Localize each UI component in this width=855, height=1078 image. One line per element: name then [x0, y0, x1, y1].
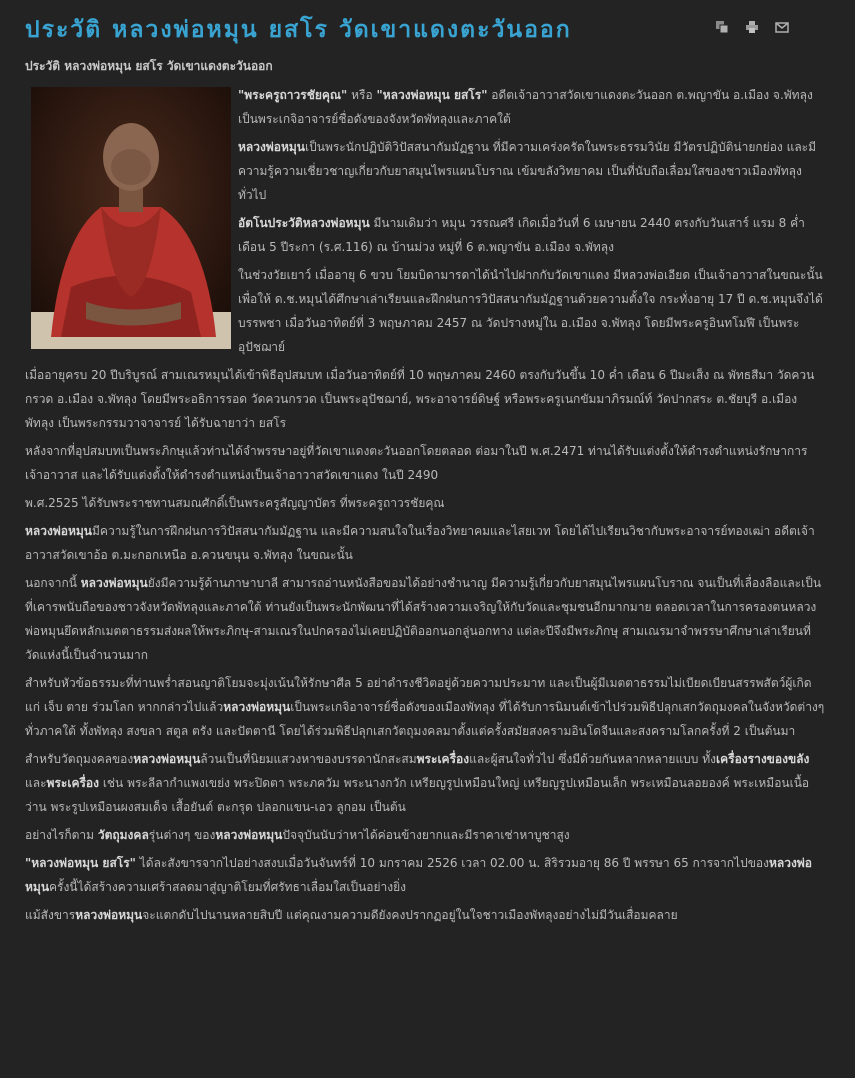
envelope-icon[interactable] — [775, 19, 789, 33]
paragraph-5: เมื่ออายุครบ 20 ปีบริบูรณ์ สามเณรหมุนได้เข้าพิธีอุปสมบท เมื่อวันอาทิตย์ที่ 10 พฤษภาคม 2460 ตรงกับวันขึ้น 10 ค่ำ เดือน 6 ปีมะเส็ง ณ พัทธสีมา วัดควนกรวด อ.เมือง จ.พัทลุง โดยมีพระอธิการรอด วัดควนกรวด เป็นพระอุปัชฌาย์, พระอาจารย์ดิษฐ์ หรือพระครูเนกขัมมาภิรมณ์ท์ วัดปากสระ ต.ชัยบุรี อ.เมืองพัทลุง เป็นพระกรรมวาจาจารย์ ได้รับฉายาว่า ยสโร — [25, 368, 815, 430]
paragraph-10: สำหรับหัวข้อธรรมะที่ท่านพร่ำสอนญาติโยมจะมุ่งเน้นให้รักษาศีล 5 อย่าดำรงชีวิตอยู่ด้วยความประมาท และเป็นผู้มีเมตตาธรรมไม่เบียดเบียนสรรพสัตว์ผู้เกิดแก่ เจ็บ ตาย ร่วมโลก หากกล่าวไปแล้วหลวงพ่อหมุนเป็นพระเกจิอาจารย์ชื่อดังของเมืองพัทลุง ที่ได้รับการนิมนต์เข้าไปร่วมพิธีปลุกเสกวัตถุมงคลในจังหวัดต่างๆ ทั่วภาคใต้ ทั้งพัทลุง สงขลา สตูล ตรัง และปัตตานี โดยได้ร่วมพิธีปลุกเสกวัตถุมงคลมาตั้งแต่ครั้งสมัยสงครามอินโดจีนและสงครามโลกครั้งที่ 2 เป็นต้นมา — [25, 676, 825, 738]
paragraph-14: แม้สังขารหลวงพ่อหมุนจะแตกดับไปนานหลายสิบปี แต่คุณงามความดียังคงปรากฏอยู่ในใจชาวเมืองพัทลุงอย่างไม่มีวันเสื่อมคลาย — [25, 908, 678, 922]
monk-photo — [31, 87, 231, 349]
article-body — [25, 83, 825, 931]
article-subtitle: ประวัติ หลวงพ่อหมุน ยสโร วัดเขาแดงตะวันออก — [25, 59, 273, 73]
paragraph-4: ในช่วงวัยเยาว์ เมื่ออายุ 6 ขวบ โยมบิดามารดาได้นำไปฝากกับวัดเขาแดง มีหลวงพ่อเอียด เป็นเจ้าอาวาสในขณะนั้น เพื่อให้ ด.ช.หมุนได้ศึกษาเล่าเรียนและฝึกฝนการวิปัสสนากัมมัฏฐานด้วยความตั้งใจ กระทั่งอายุ 17 ปี ด.ช.หมุนจึงได้บรรพชา เมื่อวันอาทิตย์ที่ 3 พฤษภาคม 2457 ณ วัดปรางหมู่ใน อ.เมือง จ.พัทลุง โดยมีพระครูอินทโมฬี เป็นพระอุปัชฌาย์ — [238, 268, 823, 354]
paragraph-9: นอกจากนี้ หลวงพ่อหมุนยังมีความรู้ด้านภาษาบาลี สามารถอ่านหนังสือขอมได้อย่างชำนาญ มีความรู้เกี่ยวกับยาสมุนไพรแผนโบราณ จนเป็นที่เลื่องลือและเป็นที่เคารพนับถือของชาวจังหวัดพัทลุงและภาคใต้ ท่านยังเป็นพระนักพัฒนาที่ได้สร้างความเจริญให้กับวัดและชุมชนอีกมากมาย ตลอดเวลาในการครองตนหลวงพ่อหมุนยึดหลักเมตตาธรรมส่งผลให้พระภิกษุ-สามเณรในปกครองไม่เคยปฏิบัติออกนอกลู่นอกทาง แต่ละปีจึงมีพระภิกษุ สามเณรมาจำพรรษาศึกษาเล่าเรียนที่วัดแห่งนี้เป็นจำนวนมาก — [25, 576, 822, 662]
paragraph-8: หลวงพ่อหมุนมีความรู้ในการฝึกฝนการวิปัสสนากัมมัฏฐาน และมีความสนใจในเรื่องวิทยาคมและไสยเวท โดยได้ไปเรียนวิชากับพระอาจารย์ทองเฒ่า อดีตเจ้าอาวาสวัดเขาอ้อ ต.มะกอกเหนือ อ.ควนขนุน จ.พัทลุง ในขณะนั้น — [25, 524, 815, 562]
paragraph-13: "หลวงพ่อหมุน ยสโร" ได้ละสังขารจากไปอย่างสงบเมื่อวันจันทร์ที่ 10 มกราคม 2526 เวลา 02.00 น. สิริรวมอายุ 86 ปี พรรษา 65 การจากไปของหลวงพ่อหมุนครั้งนี้ได้สร้างความเศร้าสลดมาสู่ญาติโยมที่ศรัทธาเลื่อมใสเป็นอย่างยิ่ง — [25, 856, 812, 894]
page-title: ประวัติ หลวงพ่อหมุน ยสโร วัดเขาแดงตะวันออก — [25, 17, 572, 43]
printer-icon[interactable] — [745, 19, 759, 33]
copy-icon[interactable] — [715, 19, 729, 33]
article-toolbar — [715, 19, 789, 33]
paragraph-11: สำหรับวัตถุมงคลของหลวงพ่อหมุนล้วนเป็นที่นิยมแสวงหาของบรรดานักสะสมพระเครื่องและผู้สนใจทั่วไป ซึ่งมีด้วยกันหลากหลายแบบ ทั้งเครื่องรางของขลังและพระเครื่อง เช่น พระลีลากำแพงเขย่ง พระปิดตา พระภควัม พระนางกวัก เหรียญรูปเหมือนใหญ่ เหรียญรูปเหมือนเล็ก พระเหมือนลอยองค์ พระเหมือนเนื้อว่าน พระรูปเหมือนผงสมเด็จ เสื้อยันต์ ตะกรุด ปลอกแขน-เอว ลูกอม เป็นต้น — [25, 752, 810, 814]
paragraph-6: หลังจากที่อุปสมบทเป็นพระภิกษุแล้วท่านได้จำพรรษาอยู่ที่วัดเขาแดงตะวันออกโดยตลอด ต่อมาในปี พ.ศ.2471 ท่านได้รับแต่งตั้งให้ดำรงตำแหน่งรักษาการเจ้าอาวาส และได้รับแต่งตั้งให้ดำรงตำแหน่งเป็นเจ้าอาวาสวัดเขาแดง ในปี 2490 — [25, 444, 808, 482]
paragraph-7: พ.ศ.2525 ได้รับพระราชทานสมณศักดิ์เป็นพระครูสัญญาบัตร ที่พระครูถาวรชัยคุณ — [25, 496, 445, 510]
paragraph-2: หลวงพ่อหมุนเป็นพระนักปฏิบัติวิปัสสนากัมมัฏฐาน ที่มีความเคร่งครัดในพระธรรมวินัย มีวัตรปฏิบัติน่ายกย่อง และมีความรู้ความเชี่ยวชาญเกี่ยวกับยาสมุนไพรแผนโบราณ เข้มขลังวิทยาคม เป็นที่นับถือเลื่อมใสของชาวเมืองพัทลุงทั่วไป — [238, 140, 817, 202]
paragraph-3: อัตโนประวัติหลวงพ่อหมุน มีนามเดิมว่า หมุน วรรณศรี เกิดเมื่อวันที่ 6 เมษายน 2440 ตรงกับวันเสาร์ แรม 8 ค่ำ เดือน 5 ปีระกา (ร.ศ.116) ณ บ้านม่วง หมู่ที่ 6 ต.พญาขัน อ.เมือง จ.พัทลุง — [238, 216, 805, 254]
paragraph-1: "พระครูถาวรชัยคุณ" หรือ "หลวงพ่อหมุน ยสโร" อดีตเจ้าอาวาสวัดเขาแดงตะวันออก ต.พญาขัน อ.เมือง จ.พัทลุง เป็นพระเกจิอาจารย์ชื่อดังของจังหวัดพัทลุงและภาคใต้ — [238, 88, 813, 126]
paragraph-12: อย่างไรก็ตาม วัตถุมงคลรุ่นต่างๆ ของหลวงพ่อหมุนปัจจุบันนับว่าหาได้ค่อนข้างยากและมีราคาเช่าหาบูชาสูง — [25, 828, 570, 842]
